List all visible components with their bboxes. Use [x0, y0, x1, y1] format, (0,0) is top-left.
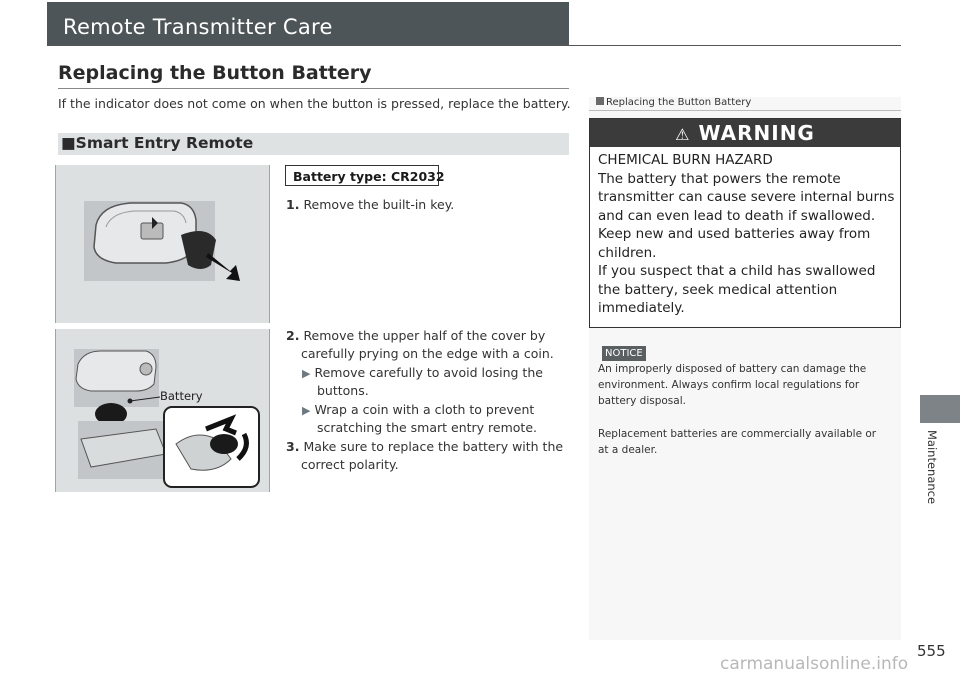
- warning-line: and can even lead to death if swallowed.: [598, 207, 876, 224]
- step-text: Remove the upper half of the cover by: [303, 328, 546, 343]
- sidebar-note-line: at a dealer.: [598, 444, 658, 456]
- step-number: 2.: [286, 328, 300, 343]
- section-divider: [58, 88, 569, 89]
- sidebar-reference-title: Replacing the Button Battery: [606, 97, 752, 108]
- subsection-title: [61, 134, 253, 152]
- notice-line: battery disposal.: [598, 395, 686, 407]
- step-1: [286, 196, 454, 214]
- sidebar-divider: [589, 110, 901, 111]
- key-fob-key-icon: [56, 165, 269, 323]
- page-title: Remote Transmitter Care: [63, 15, 333, 39]
- sub-note-2: [302, 401, 534, 420]
- square-bullet-icon: ■: [61, 134, 76, 152]
- warning-line: CHEMICAL BURN HAZARD: [598, 152, 773, 168]
- step-text: Make sure to replace the battery with the: [303, 439, 564, 454]
- chevron-right-icon: ▶: [302, 404, 311, 417]
- sub-note-text: Remove carefully to avoid losing the: [314, 365, 543, 380]
- sidebar-note-line: Replacement batteries are commercially available or: [598, 428, 877, 440]
- header-divider: [47, 45, 901, 46]
- step-2: [286, 327, 545, 345]
- subsection-title-text: Smart Entry Remote: [75, 134, 254, 152]
- reference-icon: [596, 97, 604, 105]
- section-intro: If the indicator does not come on when the button is pressed, replace the battery.: [58, 96, 571, 111]
- notice-line: An improperly disposed of battery can damage the: [598, 363, 867, 375]
- sidebar-reference: [596, 97, 751, 108]
- warning-line: Keep new and used batteries away from: [598, 226, 871, 242]
- battery-callout-label: Battery: [160, 389, 203, 403]
- chapter-tab-label: Maintenance: [925, 430, 939, 505]
- notice-badge: NOTICE: [602, 346, 646, 361]
- battery-removal-icon: [56, 329, 269, 492]
- warning-line: children.: [598, 244, 657, 261]
- battery-type-box: Battery type: CR2032: [285, 165, 439, 186]
- warning-title: [590, 121, 900, 145]
- watermark-text: carmanualsonline.info: [720, 654, 909, 674]
- step-number: 3.: [286, 439, 300, 454]
- sub-note-text: Wrap a coin with a cloth to prevent: [314, 402, 535, 417]
- warning-line: immediately.: [598, 300, 685, 316]
- section-title: Replacing the Button Battery: [58, 62, 372, 84]
- warning-line: transmitter can cause severe internal burns: [598, 189, 895, 205]
- warning-line: If you suspect that a child has swallowed: [598, 263, 876, 279]
- chevron-right-icon: ▶: [302, 367, 311, 380]
- step-3-line-2: correct polarity.: [301, 457, 399, 472]
- warning-line: The battery that powers the remote: [598, 170, 841, 187]
- chapter-tab-marker: [920, 395, 960, 423]
- warning-line: the battery, seek medical attention: [598, 281, 838, 298]
- page-number: 555: [917, 642, 946, 660]
- sub-note-1-line-2: buttons.: [317, 383, 369, 398]
- step-text: Remove the built-in key.: [303, 197, 455, 212]
- warning-title-text: WARNING: [698, 121, 815, 145]
- remove-key-illustration: [55, 165, 270, 323]
- step-3: [286, 438, 563, 456]
- notice-line: environment. Always confirm local regulations for: [598, 379, 860, 391]
- sub-note-2-line-2: scratching the smart entry remote.: [317, 420, 538, 435]
- step-2-line-2: carefully prying on the edge with a coin.: [301, 346, 554, 361]
- warning-triangle-icon: ⚠: [675, 125, 691, 144]
- battery-replacement-illustration: [55, 329, 270, 492]
- sub-note-1: [302, 364, 543, 383]
- step-number: 1.: [286, 197, 300, 212]
